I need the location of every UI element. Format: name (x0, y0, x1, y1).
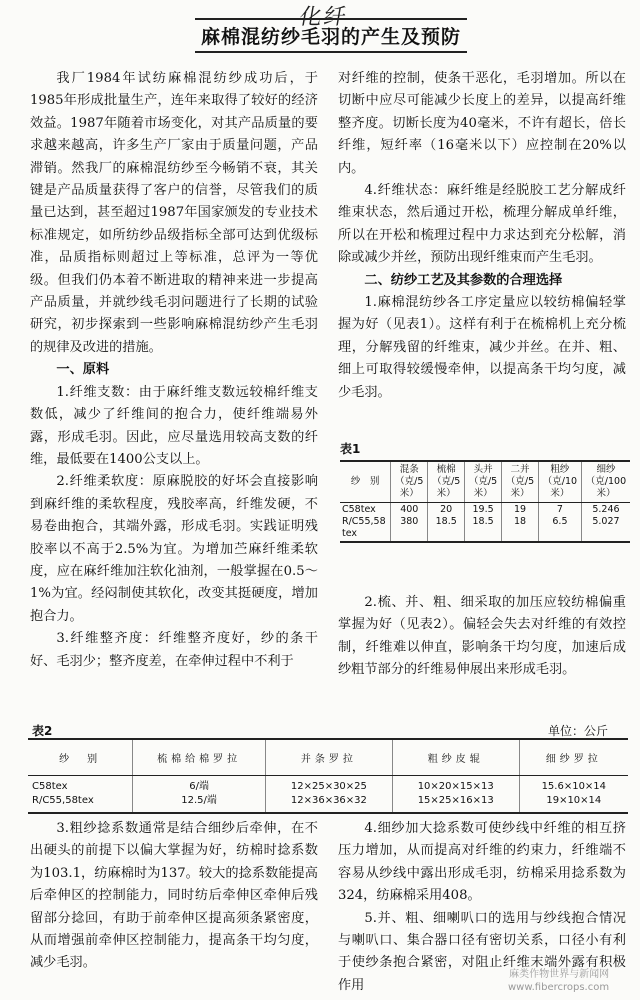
left-column-top (30, 68, 318, 673)
paragraph: 1.纤维支数：由于麻纤维支数远较棉纤维支数低，减少了纤维间的抱合力，使纤维端易外露，形成毛羽。因此，应尽量选用较高支数的纤维，最低要在1400公支以上。 (30, 384, 318, 467)
column-header: 二并（克/5米） (502, 461, 539, 503)
watermark (508, 968, 609, 994)
column-header: 纱 别 (28, 739, 133, 776)
paragraph: 我厂1984年试纺麻棉混纺纱成功后，于1985年形成批量生产，连年来取得了较好的经济效益。1987年随着市场变化，对其产品质量的要求越来越高，许多生产厂家由于质量问题，产品滞销。然我厂的麻棉混纺纱至今畅销不衰，其关键是产品质量获得了客户的信誉，尽管我们的质量已达到，甚至超过1987年国家颁发的专业技术标准规定，如所纺纱品级指标全部可达到优级标准，品质指标则超过上等标准，总评为一等优级。但我们仍本着不断进取的精神来进一步提高产品质量，并就纱线毛羽问题进行了长期的试验研究，初步探索到一些影响麻棉混纺纱产生毛羽的规律及改进的措施。 (30, 71, 318, 355)
left-column-bottom (30, 818, 318, 975)
column-header: 细纱罗拉 (519, 739, 628, 776)
table-cell: 12×25×30×25 12×36×36×32 (265, 776, 392, 814)
paragraph: 3.纤维整齐度：纤维整齐度好，纱的条干好、毛羽少；整齐度差，在牵伸过程中不利于 (30, 631, 318, 669)
right-column-top (338, 68, 626, 404)
table-cell: 20 18.5 (428, 503, 465, 543)
table-cell: 19 18 (502, 503, 539, 543)
section-heading: 一、原料 (56, 362, 110, 378)
column-header: 梳棉给棉罗拉 (133, 739, 266, 776)
column-header: 头并（克/5米） (465, 461, 502, 503)
right-column-middle (338, 592, 626, 682)
paragraph: 5.并、粗、细喇叭口的选用与纱线抱合情况与喇叭口、集合器口径有密切关系，口径小有利于使纱条抱合紧密，对阻止纤维末端外露有积极作用 (338, 910, 626, 993)
table-row (28, 776, 628, 814)
column-header: 纱 别 (340, 461, 391, 503)
paragraph: 3.粗纱捻系数通常是结合细纱后牵伸，在不出硬头的前提下以偏大掌握为好，纺棉时捻系数为103.1，纺麻棉时为137。较大的捻系数能提高后牵伸区的控制能力，同时纺后牵伸区牵伸后残留部分捻回，有助于前牵伸区提高须条紧密度，从而增强前牵伸区控制能力，提高条干均匀度，减少毛羽。 (30, 821, 318, 971)
table2-caption: 表2 (32, 724, 53, 738)
watermark-line1: 麻类作物世界与新闻网 (509, 969, 610, 980)
table1 (340, 460, 630, 543)
table-cell: 10×20×15×13 15×25×16×13 (392, 776, 519, 814)
article-title: 麻棉混纺纱毛羽的产生及预防 (195, 18, 467, 53)
table-row (340, 503, 630, 543)
table2 (28, 738, 628, 814)
column-header: 细纱（克/100米） (581, 461, 630, 503)
paragraph: 对纤维的控制，使条干恶化，毛羽增加。所以在切断中应尽可能减少长度上的差异，以提高纤维整齐度。切断长度为40毫米，不许有超长，倍长纤维，短纤率（16毫米以下）应控制在20%以内。 (338, 71, 626, 176)
table-cell: C58tex R/C55,58tex (28, 776, 133, 814)
paragraph: 2.梳、并、粗、细采取的加压应较纺棉偏重掌握为好（见表2）。偏轻会失去对纤维的有效控制，纤维难以伸直，影响条干均匀度，加速后成纱粗节部分的纤维易伸展出来形成毛羽。 (338, 595, 626, 678)
table-cell: 400 380 (391, 503, 428, 543)
paragraph: 4.纤维状态：麻纤维是经脱胶工艺分解成纤维束状态，然后通过开松，梳理分解成单纤维，所以在开松和梳理过程中力求达到充分松解，消除或减少并丝，预防出现纤维束而产生毛羽。 (338, 183, 626, 266)
handwritten-annotation: 化纤 (297, 5, 350, 30)
table-cell: 6/端 12.5/端 (133, 776, 266, 814)
table-cell: 19.5 18.5 (465, 503, 502, 543)
table-cell: 15.6×10×14 19×10×14 (519, 776, 628, 814)
column-header: 混条（克/5米） (391, 461, 428, 503)
paragraph: 1.麻棉混纺纱各工序定量应以较纺棉偏轻掌握为好（见表1）。这样有利于在梳棉机上充分梳理，分解残留的纤维束，减少并丝。在并、粗、细上可取得较缓慢牵伸，以提高条干均匀度，减少毛羽。 (338, 295, 626, 400)
table-cell: C58tex R/C55,58 tex (340, 503, 391, 543)
watermark-line2: www.fibercrops.com (508, 982, 610, 993)
column-header: 粗纱皮辊 (392, 739, 519, 776)
table-cell: 7 6.5 (538, 503, 581, 543)
paragraph: 2.纤维柔软度：原麻脱胶的好坏会直接影响到麻纤维的柔软程度，残胶率高，纤维发硬，不易卷曲抱合，其端外露，形成毛羽。实践证明残胶率以不高于2.5%为宜。为增加苎麻纤维柔软度，应在麻纤维加注软化油剂，一般掌握在0.5～1%为宜。经闷制使其软化，改变其挺硬度，增加抱合力。 (30, 474, 318, 624)
column-header: 并条罗拉 (265, 739, 392, 776)
column-header: 粗纱（克/10米） (538, 461, 581, 503)
table-cell: 5.246 5.027 (581, 503, 630, 543)
section-heading: 二、纺纱工艺及其参数的合理选择 (364, 272, 563, 288)
paragraph: 4.细纱加大捻系数可使纱线中纤维的相互挤压力增加，从而提高对纤维的约束力，纤维端不容易从纱线中露出形成毛羽，纺棉采用捻系数为324，纺麻棉采用408。 (338, 821, 626, 904)
column-header: 梳棉（克/5米） (428, 461, 465, 503)
table1-caption: 表1 (340, 442, 361, 456)
table2-unit: 单位：公斤 (548, 724, 609, 738)
